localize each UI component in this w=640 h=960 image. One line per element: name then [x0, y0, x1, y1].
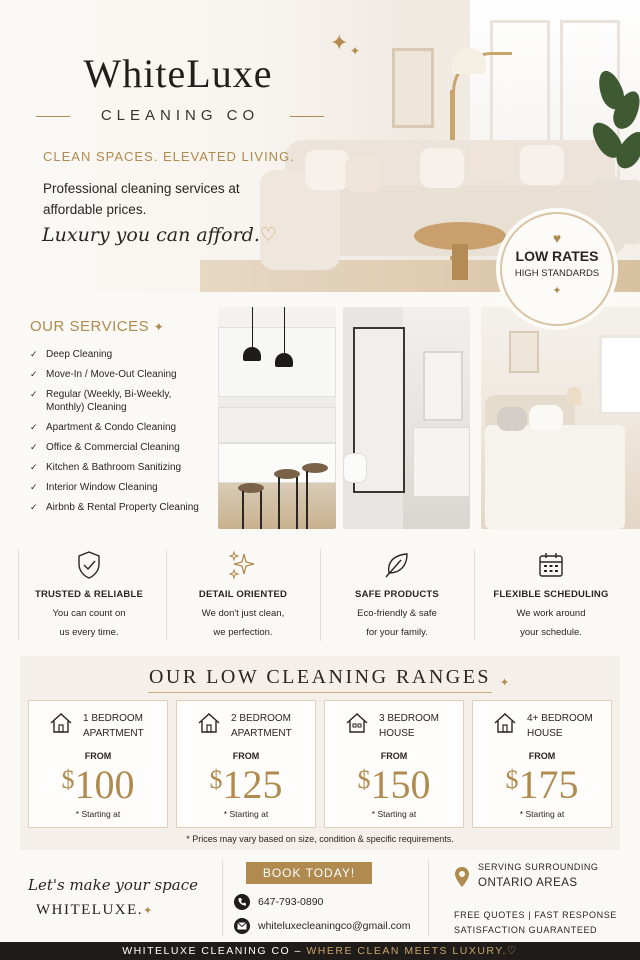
phone-contact[interactable]	[234, 894, 323, 910]
house-icon	[49, 711, 73, 740]
pricing-title: OUR LOW CLEANING RANGES	[148, 666, 492, 688]
phone-number: 647-793-0890	[258, 896, 324, 908]
badge-subtitle: HIGH STANDARDS	[514, 268, 600, 279]
feature-desc: for your family.	[366, 627, 428, 638]
feature-title: TRUSTED & RELIABLE	[34, 589, 144, 600]
from-label: FROM	[84, 751, 112, 761]
service-item: ✓ Apartment & Condo Cleaning	[30, 421, 210, 434]
features-row	[12, 545, 628, 641]
footer-brand: WHITELUXE.✦	[36, 902, 154, 918]
email-icon	[234, 918, 250, 934]
location-pin-icon	[454, 866, 470, 893]
starting-note: * Starting at	[75, 809, 121, 819]
service-item: ✓ Office & Commercial Cleaning	[30, 441, 210, 454]
price-value: $125	[209, 762, 283, 807]
service-item: ✓ Deep Cleaning	[30, 348, 210, 361]
feature-title: FLEXIBLE SCHEDULING	[493, 589, 609, 600]
feature-safe	[320, 545, 474, 641]
quotes-text: FREE QUOTES | FAST RESPONSE	[454, 910, 617, 920]
hero-tagline: CLEAN SPACES. ELEVATED LIVING.	[43, 149, 295, 164]
brand-subtitle: CLEANING CO	[30, 107, 330, 124]
feature-desc: We don't just clean,	[201, 608, 285, 619]
service-item: ✓ Regular (Weekly, Bi-Weekly, Monthly) Cleaning	[30, 388, 210, 414]
from-label: FROM	[380, 751, 408, 761]
sparkle-icon: ✦	[330, 30, 349, 55]
card-title: HOUSE	[379, 728, 415, 739]
heart-outline-icon: ♡	[259, 224, 277, 246]
price-card	[28, 700, 168, 828]
sparkle-icon: ✦	[552, 285, 562, 297]
shield-check-icon	[12, 549, 166, 581]
card-title: APARTMENT	[231, 728, 292, 739]
price-value: $150	[357, 762, 431, 807]
phone-icon	[234, 894, 250, 910]
email-contact[interactable]	[234, 918, 410, 934]
pricing-note: * Prices may vary based on size, condition & specific requirements.	[186, 834, 454, 844]
badge-title: LOW RATES	[515, 248, 599, 264]
sparkle-icon: ✦	[350, 44, 361, 58]
services-list	[30, 348, 210, 521]
pricing-cards	[28, 700, 612, 828]
feature-scheduling	[474, 545, 628, 641]
feature-desc: your schedule.	[520, 627, 582, 638]
leaf-icon	[320, 549, 474, 581]
feature-desc: We work around	[516, 608, 586, 619]
title-underline	[148, 692, 492, 693]
service-item: ✓ Kitchen & Bathroom Sanitizing	[30, 461, 210, 474]
from-label: FROM	[528, 751, 556, 761]
price-value: $100	[61, 762, 135, 807]
heart-icon: ♥	[552, 230, 562, 246]
sparkle-icon	[166, 549, 320, 581]
brand-name: WhiteLuxe	[83, 51, 273, 96]
price-value: $175	[505, 762, 579, 807]
bedroom-photo	[481, 307, 640, 529]
heart-outline-icon: ♡	[506, 945, 518, 957]
low-rates-badge	[500, 212, 614, 326]
feature-trusted	[12, 545, 166, 641]
card-title: 3 BEDROOM	[379, 713, 440, 724]
feature-title: DETAIL ORIENTED	[198, 589, 288, 600]
service-item: ✓ Airbnb & Rental Property Cleaning	[30, 501, 210, 514]
bottom-bar: WHITELUXE CLEANING CO – WHERE CLEAN MEETS LUXURY.♡	[0, 942, 640, 960]
kitchen-photo	[218, 307, 336, 529]
calendar-icon	[474, 549, 628, 581]
feature-desc: we perfection.	[213, 627, 273, 638]
hero-script-line: Luxury you can afford.♡	[42, 224, 277, 246]
serving-area: ONTARIO AREAS	[478, 877, 578, 889]
starting-note: * Starting at	[371, 809, 417, 819]
from-label: FROM	[232, 751, 260, 761]
card-title: 1 BEDROOM	[83, 713, 144, 724]
service-item: ✓ Move-In / Move-Out Cleaning	[30, 368, 210, 381]
price-card	[472, 700, 612, 828]
price-card	[176, 700, 316, 828]
sparkle-icon: ✦	[500, 677, 510, 689]
house-icon	[345, 711, 369, 740]
house-icon	[493, 711, 517, 740]
serving-label: SERVING SURROUNDING	[478, 862, 599, 872]
bathroom-photo	[343, 307, 470, 529]
hero-description: Professional cleaning services at affordable prices.	[43, 181, 240, 217]
service-item: ✓ Interior Window Cleaning	[30, 481, 210, 494]
book-today-button[interactable]: BOOK TODAY!	[246, 862, 372, 884]
guarantee-text: SATISFACTION GUARANTEED	[454, 925, 598, 935]
services-title: OUR SERVICES ✦	[30, 318, 165, 335]
house-icon	[197, 711, 221, 740]
sparkle-icon: ✦	[143, 905, 154, 917]
card-title: 2 BEDROOM	[231, 713, 292, 724]
feature-title: SAFE PRODUCTS	[355, 589, 439, 600]
starting-note: * Starting at	[223, 809, 269, 819]
price-card	[324, 700, 464, 828]
card-title: APARTMENT	[83, 728, 144, 739]
starting-note: * Starting at	[519, 809, 565, 819]
feature-desc: Eco-friendly & safe	[357, 608, 437, 619]
card-title: HOUSE	[527, 728, 563, 739]
wall-art	[392, 48, 434, 128]
card-title: 4+ BEDROOM	[527, 713, 593, 724]
email-address: whiteluxecleaningco@gmail.com	[258, 920, 411, 932]
feature-desc: us every time.	[59, 627, 119, 638]
sparkle-icon: ✦	[153, 320, 165, 334]
feature-detail	[166, 545, 320, 641]
footer-script-line: Let's make your space	[28, 876, 198, 894]
feature-desc: You can count on	[52, 608, 126, 619]
